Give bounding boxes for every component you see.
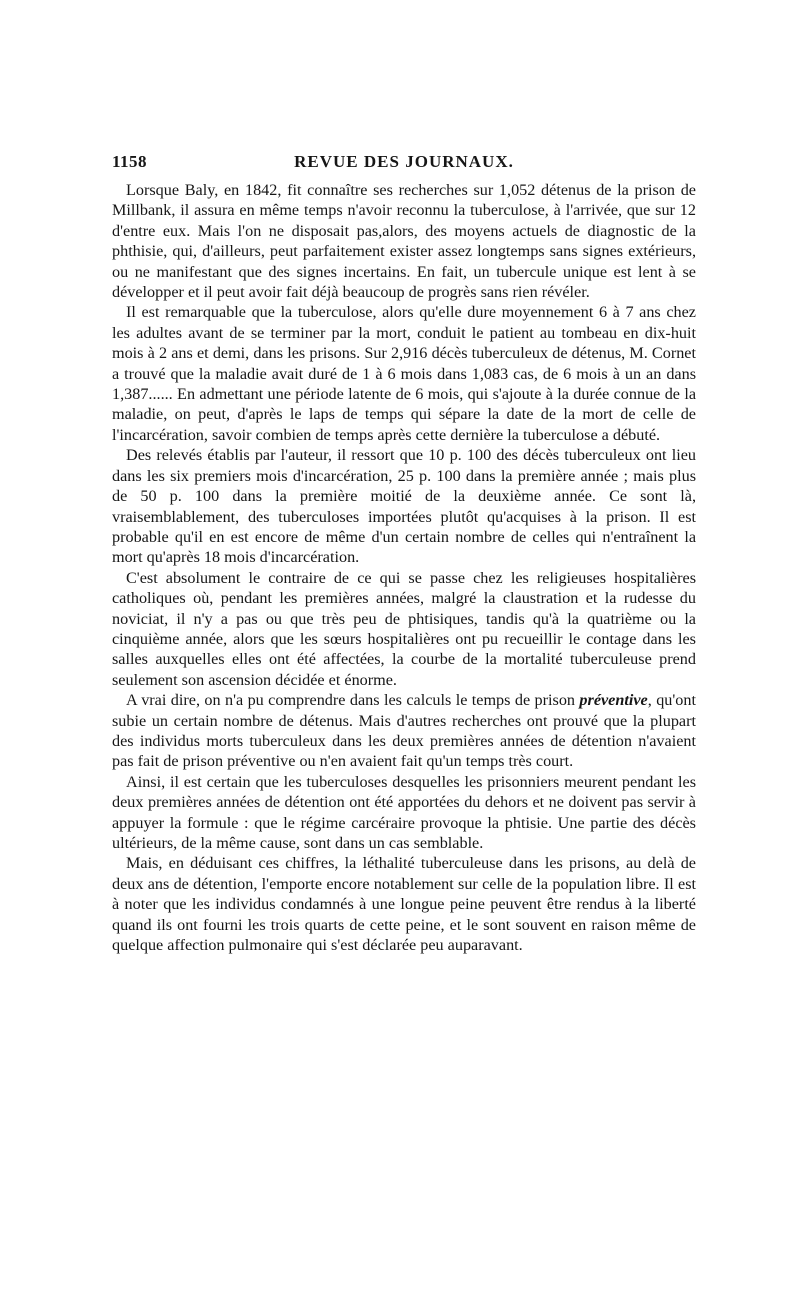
book-page [112, 150, 696, 955]
paragraph-preventive-detention [112, 690, 696, 772]
running-head [112, 150, 696, 178]
page-number: 1158 [112, 152, 148, 171]
paragraph-duration-in-prison: Il est remarquable que la tuberculose, alors qu'elle dure moyennement 6 à 7 ans chez les adultes avant de se terminer par la mort, conduit le patient au tombeau en dix-huit mois à 2 ans et demi, dans les prisons. Sur 2,916 décès tuberculeux de détenus, M. Cornet a trouvé que la maladie avait duré de 1 à 6 mois dans 1,083 cas, de 6 mois à un an dans 1,387...... En admettant une période latente de 6 mois, qui s'ajoute à la durée connue de la maladie, on peut, d'après le laps de temps qui sépare la date de la mort de celle de l'incarcération, savoir combien de temps après cette dernière la tuberculose a débuté. [112, 303, 696, 444]
journal-title: REVUE DES JOURNAUX. [294, 152, 514, 171]
paragraph-author-statistics: Des relevés établis par l'auteur, il ressort que 10 p. 100 des décès tuberculeux ont lieu dans les six premiers mois d'incarcération, 25 p. 100 dans la première année ; mais plus de 50 p. 100 dans la première moitié de la deuxième année. Ce sont là, vraisemblablement, des tuberculoses importées plutôt qu'acquises à la prison. Il est probable qu'il en est encore de même d'un certain nombre de celles qui n'entraînent la mort qu'après 18 mois d'incarcération. [112, 446, 696, 567]
paragraph-imported-tuberculosis: Ainsi, il est certain que les tuberculoses desquelles les prisonniers meurent pendant les deux premières années de détention ont été apportées du dehors et ne doivent pas servir à appuyer la formule : que le régime carcéraire provoque la phtisie. Une partie des décès ultérieurs, de la même cause, sont dans un cas semblable. [112, 772, 696, 852]
paragraph-baly-millbank: Lorsque Baly, en 1842, fit connaître ses recherches sur 1,052 détenus de la prison de Millbank, il assura en même temps n'avoir reconnu la tuberculose, à l'arrivée, que sur 12 d'entre eux. Mais l'on ne disposait pas,alors, des moyens actuels de diagnostic de la phthisie, qui, d'ailleurs, peut parfaitement exister assez longtemps sans signes extérieurs, ou ne manifestant que des signes incertains. En fait, un tubercule unique est lent à se développer et il peut avoir fait déjà beaucoup de progrès sans rien révéler. [112, 181, 696, 302]
paragraph-lethality-conclusion: Mais, en déduisant ces chiffres, la léthalité tuberculeuse dans les prisons, au delà de deux ans de détention, l'emporte encore notablement sur celle de la population libre. Il est à noter que les individus condamnés à une longue peine peuvent être rendus à la liberté quand ils ont fourni les trois quarts de cette peine, et le sont souvent en raison même de quelque affection pulmonaire qui s'est déclarée peu auparavant. [112, 854, 696, 955]
article-body [112, 180, 696, 955]
paragraph-hospital-nuns: C'est absolument le contraire de ce qui se passe chez les religieuses hospitalières catholiques où, pendant les premières années, malgré la claustration et la rudesse du noviciat, il n'y a pas ou que très peu de phtisiques, tandis qu'à la quatrième ou la cinquième année, alors que les sœurs hospitalières ont pu recueillir le contage dans les salles auxquelles elles ont été affectées, la courbe de la mortalité tuberculeuse prend seulement son ascension décidée et énorme. [112, 568, 696, 689]
preventive-italic-word: préventive [579, 691, 648, 710]
paragraph-preventive-before: A vrai dire, on n'a pu comprendre dans les calculs le temps de prison [126, 691, 580, 710]
paragraph-preventive-after: , qu'ont subie un certain nombre de détenus. Mais d'autres recherches ont prouvé que la plupart des individus morts tuberculeux dans les deux premières années de détention n'avaient pas fait de prison préventive ou n'en avaient fait qu'un temps très court. [112, 691, 696, 771]
